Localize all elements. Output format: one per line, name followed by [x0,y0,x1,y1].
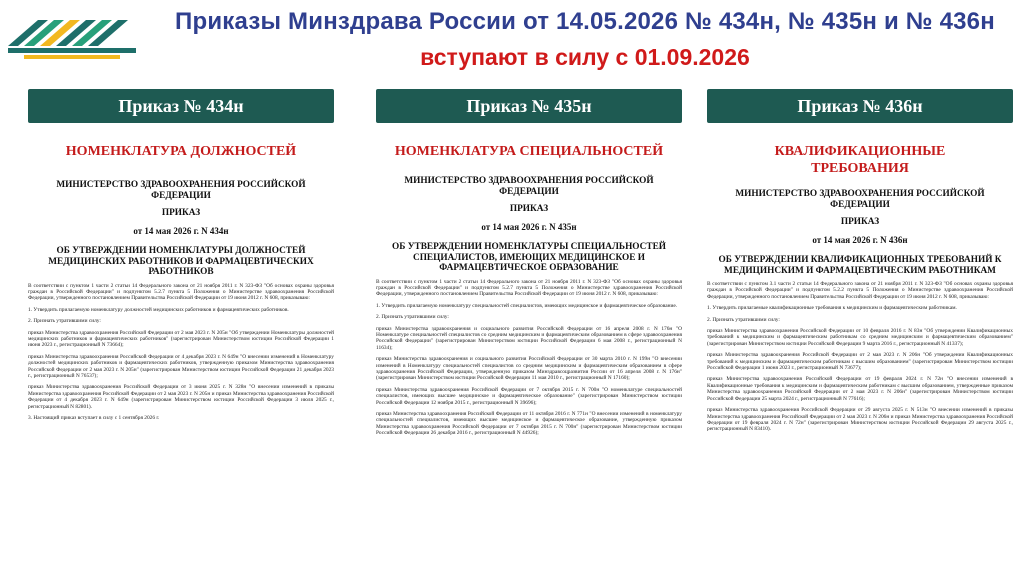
order-paragraph: 2. Признать утратившими силу: [376,314,449,321]
order-paragraph: приказ Министерства здравоохранения Российской Федерации от 29 августа 2025 г. N 513н "О внесении изменений в приказы Министерства здравоохранения Российской Федерации от 2 мая 2023 г. N 206н и приказ Министерства здравоохранения Российской Федерации от 19 февраля 2024 г. N 72н" (зарегистрирован Министерством юстиции Российской Федерации 29 августа 2025 г., регистрационный N 83410). [707,407,1013,433]
order-paragraph: 3. Настоящий приказ вступает в силу с 1 сентября 2026 г. [28,415,160,421]
prikaz-label: ПРИКАЗ [161,208,201,218]
order-paragraph: 2. Признать утратившими силу: [28,318,101,325]
order-436-button[interactable]: Приказ № 436н [707,89,1013,123]
order-434-button[interactable]: Приказ № 434н [28,89,334,123]
ministry-name: МИНИСТЕРСТВО ЗДРАВООХРАНЕНИЯ РОССИЙСКОЙ ФЕДЕРАЦИИ [404,176,654,197]
order-paragraph: 1. Утвердить прилагаемую номенклатуру должностей медицинских работников и фармацевтических работников. [28,306,289,313]
order-column-436 [707,89,1013,433]
order-paragraph: приказ Министерства здравоохранения Российской Федерации от 2 мая 2023 г. N 206н "Об утверждении Квалификационных требований к медицинским и фармацевтическим работникам с высшим образованием" (зарегистрирован Министерством юстиции Российской Федерации 1 июня 2023 г., регистрационный N 73677); [707,352,1013,372]
order-paragraph: В соответствии с пунктом 1 части 2 статьи 14 Федерального закона от 21 ноября 2011 г. N 323-ФЗ "Об основах охраны здоровья граждан в Российской Федерации" и подпунктом 5.2.7 пункта 5 Положения о Министерстве здравоохранения Российской Федерации, утвержденного постановлением Правительства Российской Федерации от 19 июня 2012 г. N 608, приказываю: [28,282,334,302]
page-title: Приказы Минздрава России от 14.05.2026 № 434н, № 435н и № 436н [175,8,995,35]
order-date: от 14 мая 2026 г. N 435н [481,222,577,232]
ministry-name: МИНИСТЕРСТВО ЗДРАВООХРАНЕНИЯ РОССИЙСКОЙ ФЕДЕРАЦИИ [56,180,306,201]
prikaz-label: ПРИКАЗ [840,217,880,227]
order-paragraph: 1. Утвердить прилагаемые квалификационные требования к медицинским и фармацевтическим работникам. [707,305,957,312]
effective-date-subtitle: вступают в силу с 01.09.2026 [420,44,750,70]
order-paragraph: приказ Министерства здравоохранения Российской Федерации от 10 февраля 2016 г. N 83н "Об утверждении Квалификационных требований к медицинским и фармацевтическим работникам со средним медицинским и фармацевтическим образованием" (зарегистрирован Министерством юстиции Российской Федерации 9 марта 2016 г., регистрационный N 41337); [707,328,1013,347]
order-paragraph: 1. Утвердить прилагаемую номенклатуру специальностей специалистов, имеющих медицинское и фармацевтическое образование. [376,302,678,309]
order-paragraph: приказ Министерства здравоохранения Российской Федерации от 4 декабря 2023 г. N 649н "О внесении изменений в Номенклатуру должностей медицинских работников и фармацевтических работников, утвержденную приказом Министерства здравоохранения Российской Федерации от 2 мая 2023 г. N 205н" (зарегистрирован Министерством юстиции Российской Федерации 21 декабря 2023 г., регистрационный N 76537); [28,353,334,379]
order-paragraph: приказ Министерства здравоохранения Российской Федерации от 3 июня 2025 г. N 328н "О внесении изменений в приказы Министерства здравоохранения Российской Федерации от 2 мая 2023 г. N 205н и приказ Министерства здравоохранения Российской Федерации от 4 декабря 2023 г. N 649н (зарегистрирован Министерством юстиции Российской Федерации 3 июля 2025 г., регистрационный N 82801). [28,384,334,410]
order-paragraph: В соответствии с пунктом 1 части 2 статьи 14 Федерального закона от 21 ноября 2011 г. N 323-ФЗ "Об основах охраны здоровья граждан в Российской Федерации" и подпунктом 5.2.7 пункта 5 Положения о Министерстве здравоохранения Российской Федерации, утвержденного постановлением Правительства Российской Федерации от 19 июня 2012 г. N 608, приказываю: [376,278,682,298]
order-436-kind: КВАЛИФИКАЦИОННЫЕ ТРЕБОВАНИЯ [774,144,946,176]
order-434-document [28,180,334,421]
order-date: от 14 мая 2026 г. N 436н [812,235,908,245]
order-heading: ОБ УТВЕРЖДЕНИИ НОМЕНКЛАТУРЫ СПЕЦИАЛЬНОСТЕЙ СПЕЦИАЛИСТОВ, ИМЕЮЩИХ МЕДИЦИНСКОЕ И ФАРМАЦЕВТИЧЕСКОЕ ОБРАЗОВАНИЕ [392,242,666,273]
order-435-document [376,176,682,437]
order-column-435 [376,89,682,437]
organization-logo-icon [4,6,142,64]
order-paragraph: приказ Министерства здравоохранения Российской Федерации от 2 мая 2023 г. N 205н "Об утверждении Номенклатуры должностей медицинских работников и фармацевтических работников" (зарегистрирован Министерством юстиции Российской Федерации 1 июня 2023 г., регистрационный N 73664); [28,329,334,349]
prikaz-label: ПРИКАЗ [509,204,549,214]
order-paragraph: 2. Признать утратившими силу: [707,316,780,323]
order-paragraph: В соответствии с пунктом 3.1 части 2 статьи 14 Федерального закона от 21 ноября 2011 г. N 323-ФЗ "Об основах охраны здоровья граждан в Российской Федерации" и подпунктом 5.2.2 пункта 5 Положения о Министерстве здравоохранения Российской Федерации, утвержденного постановлением Правительства Российской Федерации от 19 июня 2012 г. N 608, приказываю: [707,281,1013,300]
order-paragraph: приказ Министерства здравоохранения Российской Федерации от 7 октября 2015 г. N 700н "О номенклатуре специальностей специалистов, имеющих высшее медицинское и фармацевтическое образование" (зарегистрирован Министерством юстиции Российской Федерации 12 ноября 2015 г., регистрационный N 39696); [376,386,682,406]
order-paragraph: приказ Министерства здравоохранения Российской Федерации от 11 октября 2016 г. N 771н "О внесении изменений в номенклатуру специальностей специалистов, имеющих высшее медицинское и фармацевтическое образование, утвержденную приказом Министерства здравоохранения Российской Федерации от 7 октября 2015 г. N 700н" (зарегистрирован Министерством юстиции Российской Федерации 26 декабря 2016 г., регистрационный N 44926); [376,411,682,437]
order-date: от 14 мая 2026 г. N 434н [133,226,229,236]
order-435-button[interactable]: Приказ № 435н [376,89,682,123]
order-paragraph: приказ Министерства здравоохранения и социального развития Российской Федерации от 30 марта 2010 г. N 199н "О внесении изменений в Номенклатуру специальностей специалистов со средним медицинским и фармацевтическим образованием в сфере здравоохранения Российской Федерации, утвержденную приказом Минздравсоцразвития России от 16 апреля 2008 г. N 176н" (зарегистрирован Министерством юстиции Российской Федерации 11 мая 2010 г., регистрационный N 17160); [376,356,682,382]
ministry-name: МИНИСТЕРСТВО ЗДРАВООХРАНЕНИЯ РОССИЙСКОЙ ФЕДЕРАЦИИ [735,189,985,210]
order-heading: ОБ УТВЕРЖДЕНИИ НОМЕНКЛАТУРЫ ДОЛЖНОСТЕЙ МЕДИЦИНСКИХ РАБОТНИКОВ И ФАРМАЦЕВТИЧЕСКИХ РАБОТНИКОВ [48,246,314,277]
order-436-document [707,189,1013,433]
order-434-kind: НОМЕНКЛАТУРА ДОЛЖНОСТЕЙ [65,144,297,159]
order-paragraph: приказ Министерства здравоохранения и социального развития Российской Федерации от 16 апреля 2008 г. N 176н "О Номенклатуре специальностей специалистов со средним медицинским и фармацевтическим образованием в сфере здравоохранения Российской Федерации" (зарегистрирован Министерством юстиции Российской Федерации 6 мая 2008 г., регистрационный N 11634); [376,325,682,351]
order-heading: ОБ УТВЕРЖДЕНИИ КВАЛИФИКАЦИОННЫХ ТРЕБОВАНИЙ К МЕДИЦИНСКИМ И ФАРМАЦЕВТИЧЕСКИМ РАБОТНИКАМ [718,255,1002,276]
order-paragraph: приказ Министерства здравоохранения Российской Федерации от 19 февраля 2024 г. N 72н "О внесении изменений в Квалификационные требования к медицинским и фармацевтическим работникам с высшим образованием, утвержденные приказом Министерства здравоохранения Российской Федерации от 2 мая 2023 г. N 206н" (зарегистрирован Министерством юстиции Российской Федерации 25 марта 2024 г., регистрационный N 77616); [707,376,1013,402]
order-435-kind: НОМЕНКЛАТУРА СПЕЦИАЛЬНОСТЕЙ [394,144,664,159]
order-column-434 [28,89,334,421]
